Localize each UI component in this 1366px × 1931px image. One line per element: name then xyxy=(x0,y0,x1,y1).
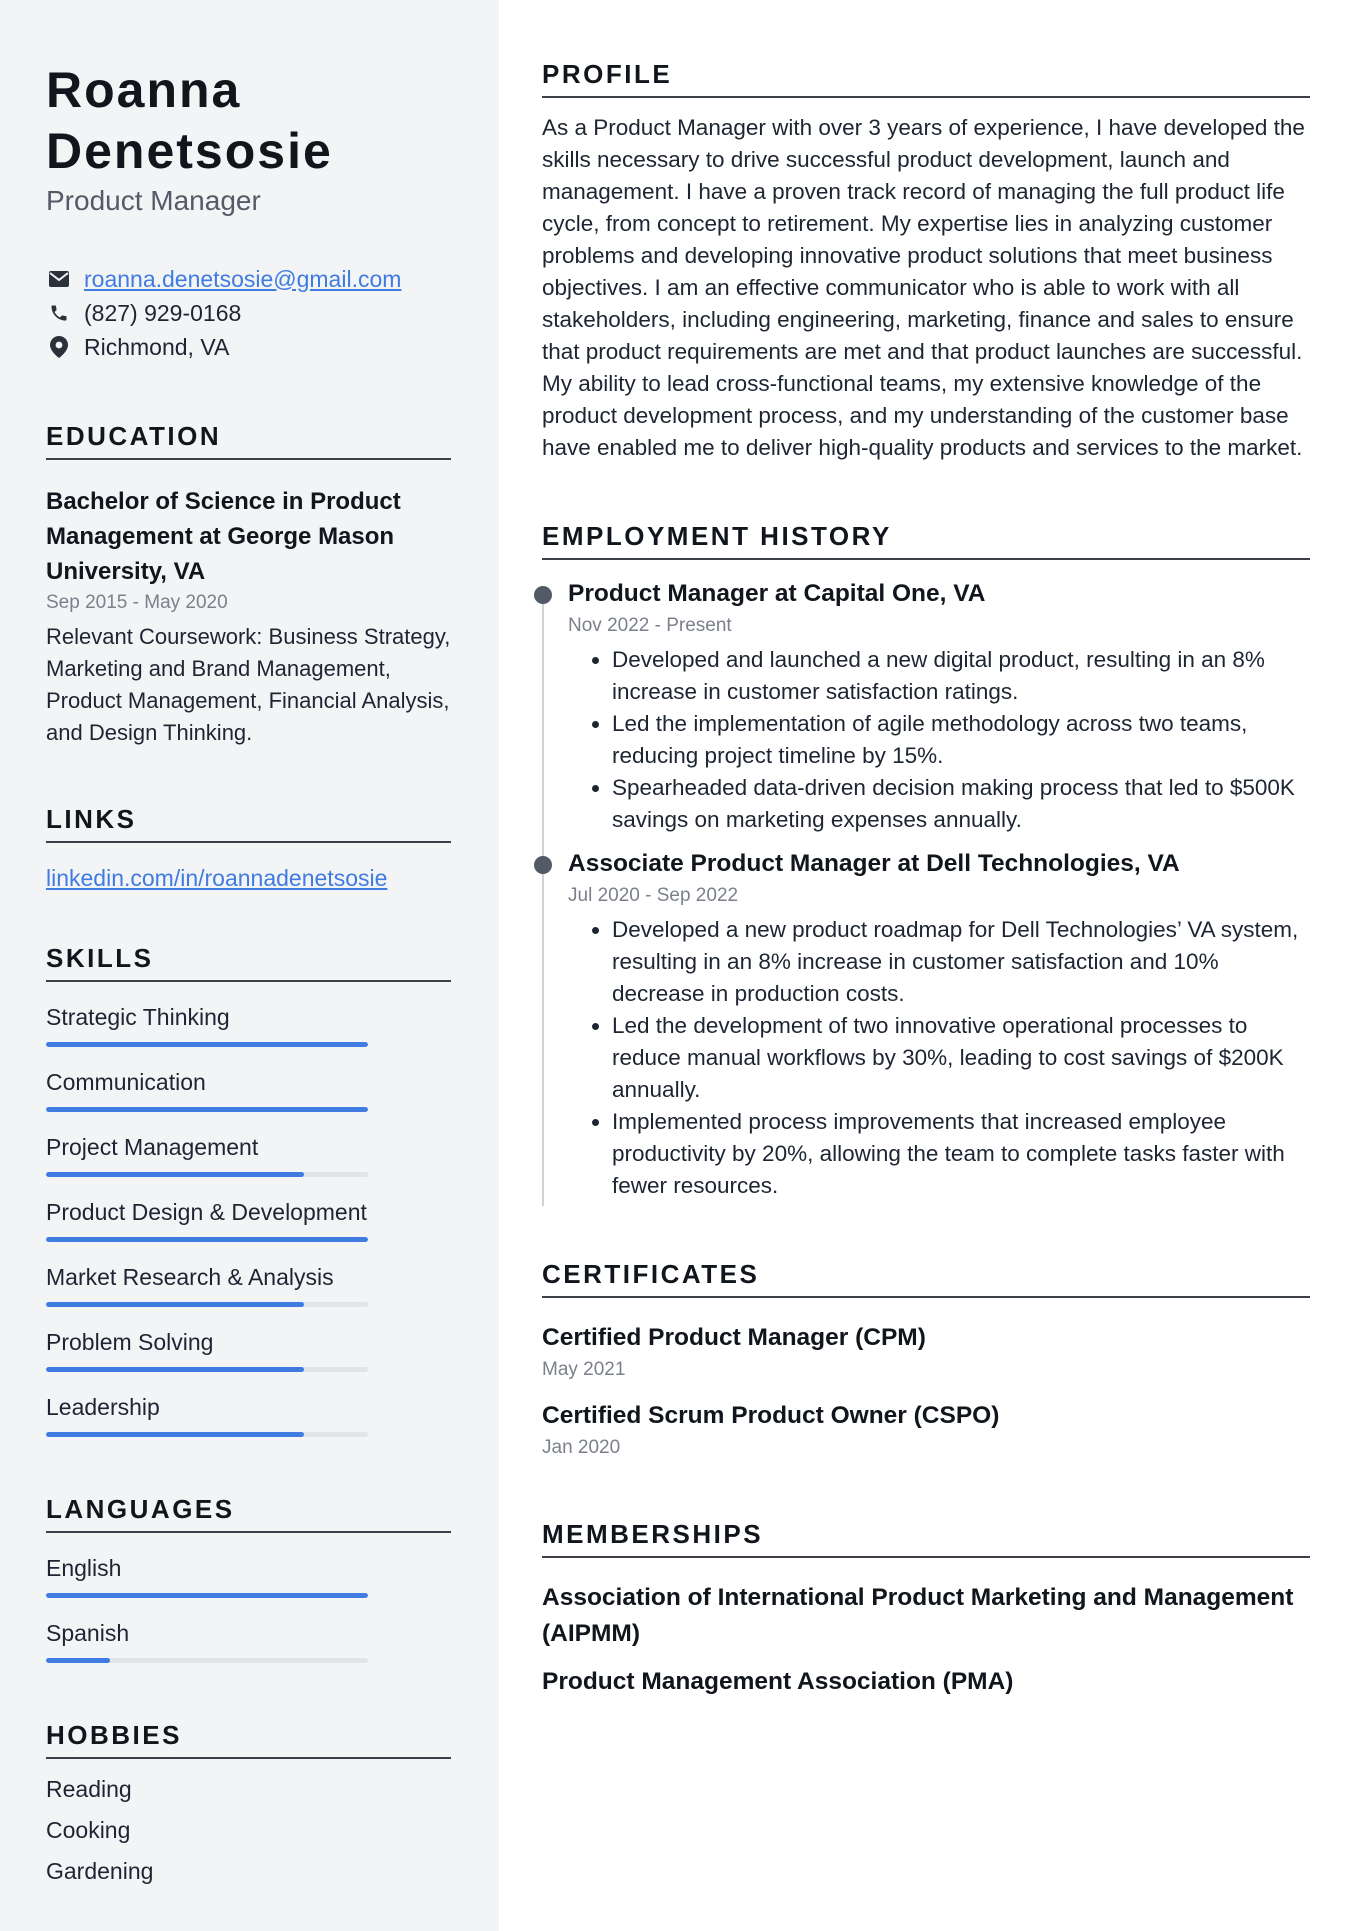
location-pin-icon xyxy=(46,334,72,360)
language-item xyxy=(46,1553,451,1598)
job-bullet: • Spearheaded data-driven decision making process that led to $500K savings on marketing expenses annually. xyxy=(612,772,1310,836)
membership-item: Product Management Association (PMA) xyxy=(542,1668,1014,1695)
skill-item xyxy=(46,1002,451,1047)
job-dates: Jul 2020 - Sep 2022 xyxy=(568,885,739,906)
language-name: Spanish xyxy=(46,1620,130,1646)
skill-level-fill xyxy=(46,1302,304,1307)
email-link[interactable]: roanna.denetsosie@gmail.com xyxy=(84,265,402,292)
skills-list xyxy=(46,1002,451,1437)
certificate-item xyxy=(542,1320,1310,1384)
links-section xyxy=(46,803,451,892)
skill-level-fill xyxy=(46,1107,368,1112)
job-bullet: • Led the implementation of agile methodology across two teams, reducing project timeline by 15%. xyxy=(612,708,1310,772)
skill-level-fill xyxy=(46,1432,304,1437)
hobbies-list xyxy=(46,1769,451,1892)
certificates-heading: CERTIFICATES xyxy=(542,1258,1310,1298)
last-name: Denetsosie xyxy=(46,123,333,179)
skills-heading: SKILLS xyxy=(46,942,451,982)
job-title: Associate Product Manager at Dell Technologies, VA xyxy=(568,850,1180,877)
language-level-bar xyxy=(46,1593,368,1598)
certificates-section xyxy=(542,1258,1310,1462)
contact-location xyxy=(46,330,451,364)
job-bullet: • Implemented process improvements that increased employee productivity by 20%, allowing the team to complete tasks faster with fewer resources. xyxy=(612,1106,1310,1202)
job-bullet: • Developed a new product roadmap for Dell Technologies’ VA system, resulting in an 8% increase in customer satisfaction and 10% decrease in production costs. xyxy=(612,914,1310,1010)
languages-section xyxy=(46,1493,451,1663)
memberships-heading: MEMBERSHIPS xyxy=(542,1518,1310,1558)
skill-name: Product Design & Development xyxy=(46,1199,367,1225)
phone-number: (827) 929-0168 xyxy=(84,299,242,326)
skill-item xyxy=(46,1327,451,1372)
skill-level-bar xyxy=(46,1367,368,1372)
certificate-date: Jan 2020 xyxy=(542,1437,621,1458)
hobby-item: Cooking xyxy=(46,1817,131,1843)
sidebar-content xyxy=(46,60,451,1892)
skill-level-fill xyxy=(46,1042,368,1047)
skill-name: Problem Solving xyxy=(46,1329,214,1355)
hobbies-heading: HOBBIES xyxy=(46,1719,451,1759)
employment-timeline xyxy=(542,576,1310,1202)
certificate-title: Certified Product Manager (CPM) xyxy=(542,1324,926,1351)
language-level-bar xyxy=(46,1658,368,1663)
skill-item xyxy=(46,1132,451,1177)
skill-name: Leadership xyxy=(46,1394,160,1420)
links-heading: LINKS xyxy=(46,803,451,843)
job-bullets xyxy=(568,914,1310,1202)
profile-text: As a Product Manager with over 3 years of experience, I have developed the skills necessary to drive successful product development, launch and management. I have a proven track record of managing the full product life cycle, from concept to retirement. My expertise lies in analyzing customer problems and developing innovative product solutions that meet business objectives. I am an effective communicator who is able to work with all stakeholders, including engineering, marketing, finance and sales to ensure that product requirements are met and that product launches are successful. My ability to lead cross-functional teams, my extensive knowledge of the product development process, and my understanding of the customer base have enabled me to deliver high-quality products and services to the market. xyxy=(542,115,1305,460)
skills-section xyxy=(46,942,451,1437)
job-bullet: • Developed and launched a new digital product, resulting in an 8% increase in customer satisfaction ratings. xyxy=(612,644,1310,708)
job-title: Product Manager at Capital One, VA xyxy=(568,580,986,607)
skill-name: Project Management xyxy=(46,1134,259,1160)
certificate-title: Certified Scrum Product Owner (CSPO) xyxy=(542,1402,1000,1429)
skill-level-bar xyxy=(46,1042,368,1047)
language-level-fill xyxy=(46,1593,368,1598)
degree-title: Bachelor of Science in Product Management at George Mason University, VA xyxy=(46,488,401,585)
profile-section xyxy=(542,58,1310,464)
first-name: Roanna xyxy=(46,62,242,118)
hobbies-section xyxy=(46,1719,451,1892)
languages-list xyxy=(46,1553,451,1663)
contact-list xyxy=(46,262,451,364)
skill-level-bar xyxy=(46,1237,368,1242)
skill-name: Market Research & Analysis xyxy=(46,1264,334,1290)
job-bullets xyxy=(568,644,1310,836)
language-level-fill xyxy=(46,1658,110,1663)
location-text: Richmond, VA xyxy=(84,333,230,360)
education-section xyxy=(46,420,451,749)
linkedin-row xyxy=(46,865,451,892)
candidate-name xyxy=(46,60,451,182)
memberships-section xyxy=(542,1518,1310,1700)
skill-level-fill xyxy=(46,1367,304,1372)
sidebar xyxy=(0,0,499,1931)
skill-level-fill xyxy=(46,1172,304,1177)
skill-level-bar xyxy=(46,1302,368,1307)
phone-icon xyxy=(46,300,72,326)
certificate-item xyxy=(542,1398,1310,1462)
skill-item xyxy=(46,1197,451,1242)
main-content xyxy=(542,58,1310,1700)
skill-level-bar xyxy=(46,1172,368,1177)
timeline-dot xyxy=(534,586,552,604)
hobby-item: Reading xyxy=(46,1776,132,1802)
employment-heading: EMPLOYMENT HISTORY xyxy=(542,520,1310,560)
skill-item xyxy=(46,1262,451,1307)
languages-heading: LANGUAGES xyxy=(46,1493,451,1533)
profile-heading: PROFILE xyxy=(542,58,1310,98)
skill-item xyxy=(46,1067,451,1112)
education-dates: Sep 2015 - May 2020 xyxy=(46,592,228,613)
skill-item xyxy=(46,1392,451,1437)
skill-name: Communication xyxy=(46,1069,206,1095)
language-name: English xyxy=(46,1555,122,1581)
job-entry xyxy=(568,576,1310,836)
job-dates: Nov 2022 - Present xyxy=(568,615,732,636)
skill-level-bar xyxy=(46,1107,368,1112)
job-entry xyxy=(568,846,1310,1202)
envelope-icon xyxy=(46,266,72,292)
certificate-date: May 2021 xyxy=(542,1359,626,1380)
membership-item: Association of International Product Marketing and Management (AIPMM) xyxy=(542,1584,1294,1647)
skill-level-bar xyxy=(46,1432,368,1437)
skill-level-fill xyxy=(46,1237,368,1242)
linkedin-link[interactable]: linkedin.com/in/roannadenetsosie xyxy=(46,865,388,891)
employment-section xyxy=(542,520,1310,1202)
language-item xyxy=(46,1618,451,1663)
coursework-text: Relevant Coursework: Business Strategy, Marketing and Brand Management, Product Management, Financial Analysis, and Design Thinking. xyxy=(46,624,451,745)
contact-phone xyxy=(46,296,451,330)
skill-name: Strategic Thinking xyxy=(46,1004,230,1030)
job-title: Product Manager xyxy=(46,185,261,216)
timeline-dot xyxy=(534,856,552,874)
education-heading: EDUCATION xyxy=(46,420,451,460)
hobby-item: Gardening xyxy=(46,1858,154,1884)
contact-email xyxy=(46,262,451,296)
job-bullet: • Led the development of two innovative operational processes to reduce manual workflows by 30%, leading to cost savings of $200K annually. xyxy=(612,1010,1310,1106)
